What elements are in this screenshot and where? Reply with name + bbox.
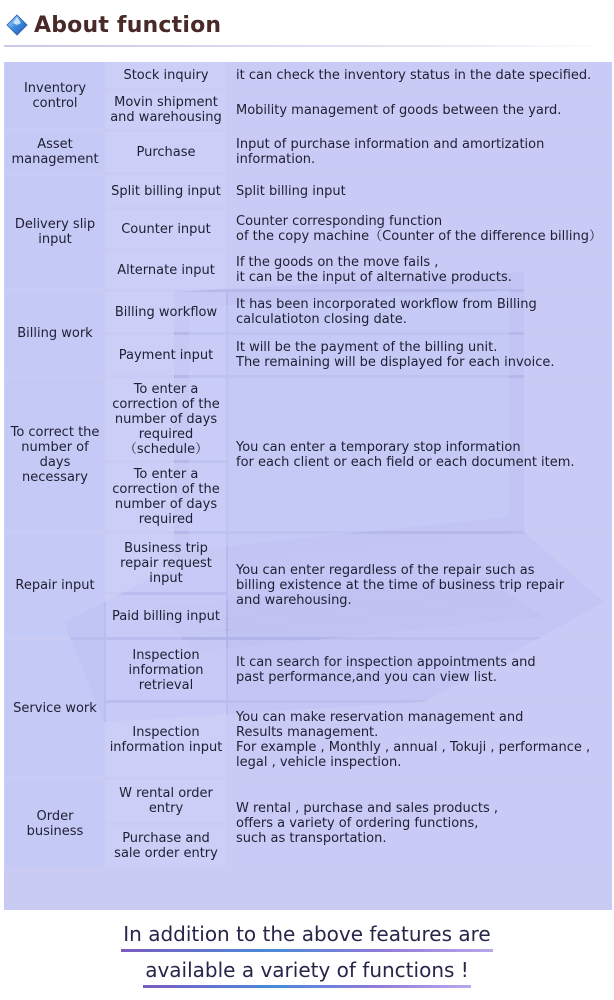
description-line: offers a variety of ordering functions, xyxy=(236,816,479,831)
table-row xyxy=(6,640,610,700)
feature-movin-shipment: Movin shipment and warehousing xyxy=(106,91,226,129)
category-delivery-slip-input: Delivery slip input xyxy=(6,175,104,289)
feature-counter-input: Counter input xyxy=(106,210,226,248)
category-service-work: Service work xyxy=(6,640,104,777)
feature-business-trip-repair: Business trip repair request input xyxy=(106,534,226,592)
feature-split-billing-input: Split billing input xyxy=(106,175,226,207)
table-row xyxy=(6,534,610,592)
feature-description: it can check the inventory status in the date specified. xyxy=(228,62,610,88)
description-line: calculatioton closing date. xyxy=(236,312,407,327)
feature-days-correction-schedule: To enter a correction of the number of days required （schedule） xyxy=(106,378,226,460)
description-line: for each client or each field or each document item. xyxy=(236,454,575,470)
description-line: It can search for inspection appointments and xyxy=(236,655,536,670)
feature-description: Mobility management of goods between the yard. xyxy=(228,91,610,129)
footer-line-1 xyxy=(0,922,614,949)
description-line: It has been incorporated workflow from Billing xyxy=(236,297,537,312)
description-line: past performance,and you can view list. xyxy=(236,670,497,685)
category-days-correction: To correct the number of days necessary xyxy=(6,378,104,531)
description-line: You can enter a temporary stop information xyxy=(236,439,521,455)
description-line: W rental , purchase and sales products , xyxy=(236,801,499,816)
feature-description xyxy=(228,210,610,248)
header-divider xyxy=(4,45,610,47)
feature-billing-workflow: Billing workflow xyxy=(106,292,226,332)
description-line: Counter corresponding function xyxy=(236,214,443,229)
feature-description xyxy=(228,378,610,531)
feature-inspection-input: Inspection information input xyxy=(106,703,226,777)
description-line: and warehousing. xyxy=(236,593,352,608)
blue-gem-icon xyxy=(6,14,28,36)
feature-purchase: Purchase xyxy=(106,132,226,172)
description-line: of the copy machine（Counter of the difference billing） xyxy=(236,229,602,244)
description-line: For example , Monthly , annual , Tokuji , performance , xyxy=(236,740,591,755)
feature-stock-inquiry: Stock inquiry xyxy=(106,62,226,88)
page-header xyxy=(6,10,221,40)
feature-description xyxy=(228,292,610,332)
feature-description xyxy=(228,251,610,289)
feature-alternate-input: Alternate input xyxy=(106,251,226,289)
description-line: such as transportation. xyxy=(236,831,387,846)
table-row xyxy=(6,62,610,88)
table-row xyxy=(6,780,610,822)
description-line: It will be the payment of the billing unit. xyxy=(236,340,498,355)
category-repair-input: Repair input xyxy=(6,534,104,637)
category-order-business: Order business xyxy=(6,780,104,867)
feature-description xyxy=(228,780,610,867)
description-line: The remaining will be displayed for each invoice. xyxy=(236,355,555,370)
description-line: You can make reservation management and xyxy=(236,710,524,725)
feature-description: Split billing input xyxy=(228,175,610,207)
footer-text: In addition to the above features are xyxy=(121,922,492,949)
feature-days-correction: To enter a correction of the number of days required xyxy=(106,463,226,531)
footer-line-2 xyxy=(0,958,614,985)
table-row xyxy=(6,175,610,207)
feature-inspection-retrieval: Inspection information retrieval xyxy=(106,640,226,700)
feature-description xyxy=(228,534,610,637)
feature-payment-input: Payment input xyxy=(106,335,226,375)
description-line: Results management. xyxy=(236,725,379,740)
category-asset-management: Asset management xyxy=(6,132,104,172)
feature-description xyxy=(228,640,610,700)
footer-text: available a variety of functions ! xyxy=(143,958,471,985)
table-row xyxy=(6,292,610,332)
function-table-wrap xyxy=(4,62,612,910)
feature-description xyxy=(228,703,610,777)
feature-purchase-sale-order-entry: Purchase and sale order entry xyxy=(106,825,226,867)
feature-description xyxy=(228,335,610,375)
feature-w-rental-order-entry: W rental order entry xyxy=(106,780,226,822)
feature-description: Input of purchase information and amortization information. xyxy=(228,132,610,172)
description-line: You can enter regardless of the repair such as xyxy=(236,563,535,578)
function-table xyxy=(4,59,612,870)
description-line: legal , vehicle inspection. xyxy=(236,755,402,770)
description-line: If the goods on the move fails , xyxy=(236,255,439,270)
page-title: About function xyxy=(34,12,222,38)
table-row xyxy=(6,378,610,460)
feature-paid-billing-input: Paid billing input xyxy=(106,595,226,637)
description-line: it can be the input of alternative products. xyxy=(236,270,512,285)
description-line: billing existence at the time of business trip repair xyxy=(236,578,565,593)
table-row xyxy=(6,132,610,172)
category-inventory-control: Inventory control xyxy=(6,62,104,129)
category-billing-work: Billing work xyxy=(6,292,104,375)
